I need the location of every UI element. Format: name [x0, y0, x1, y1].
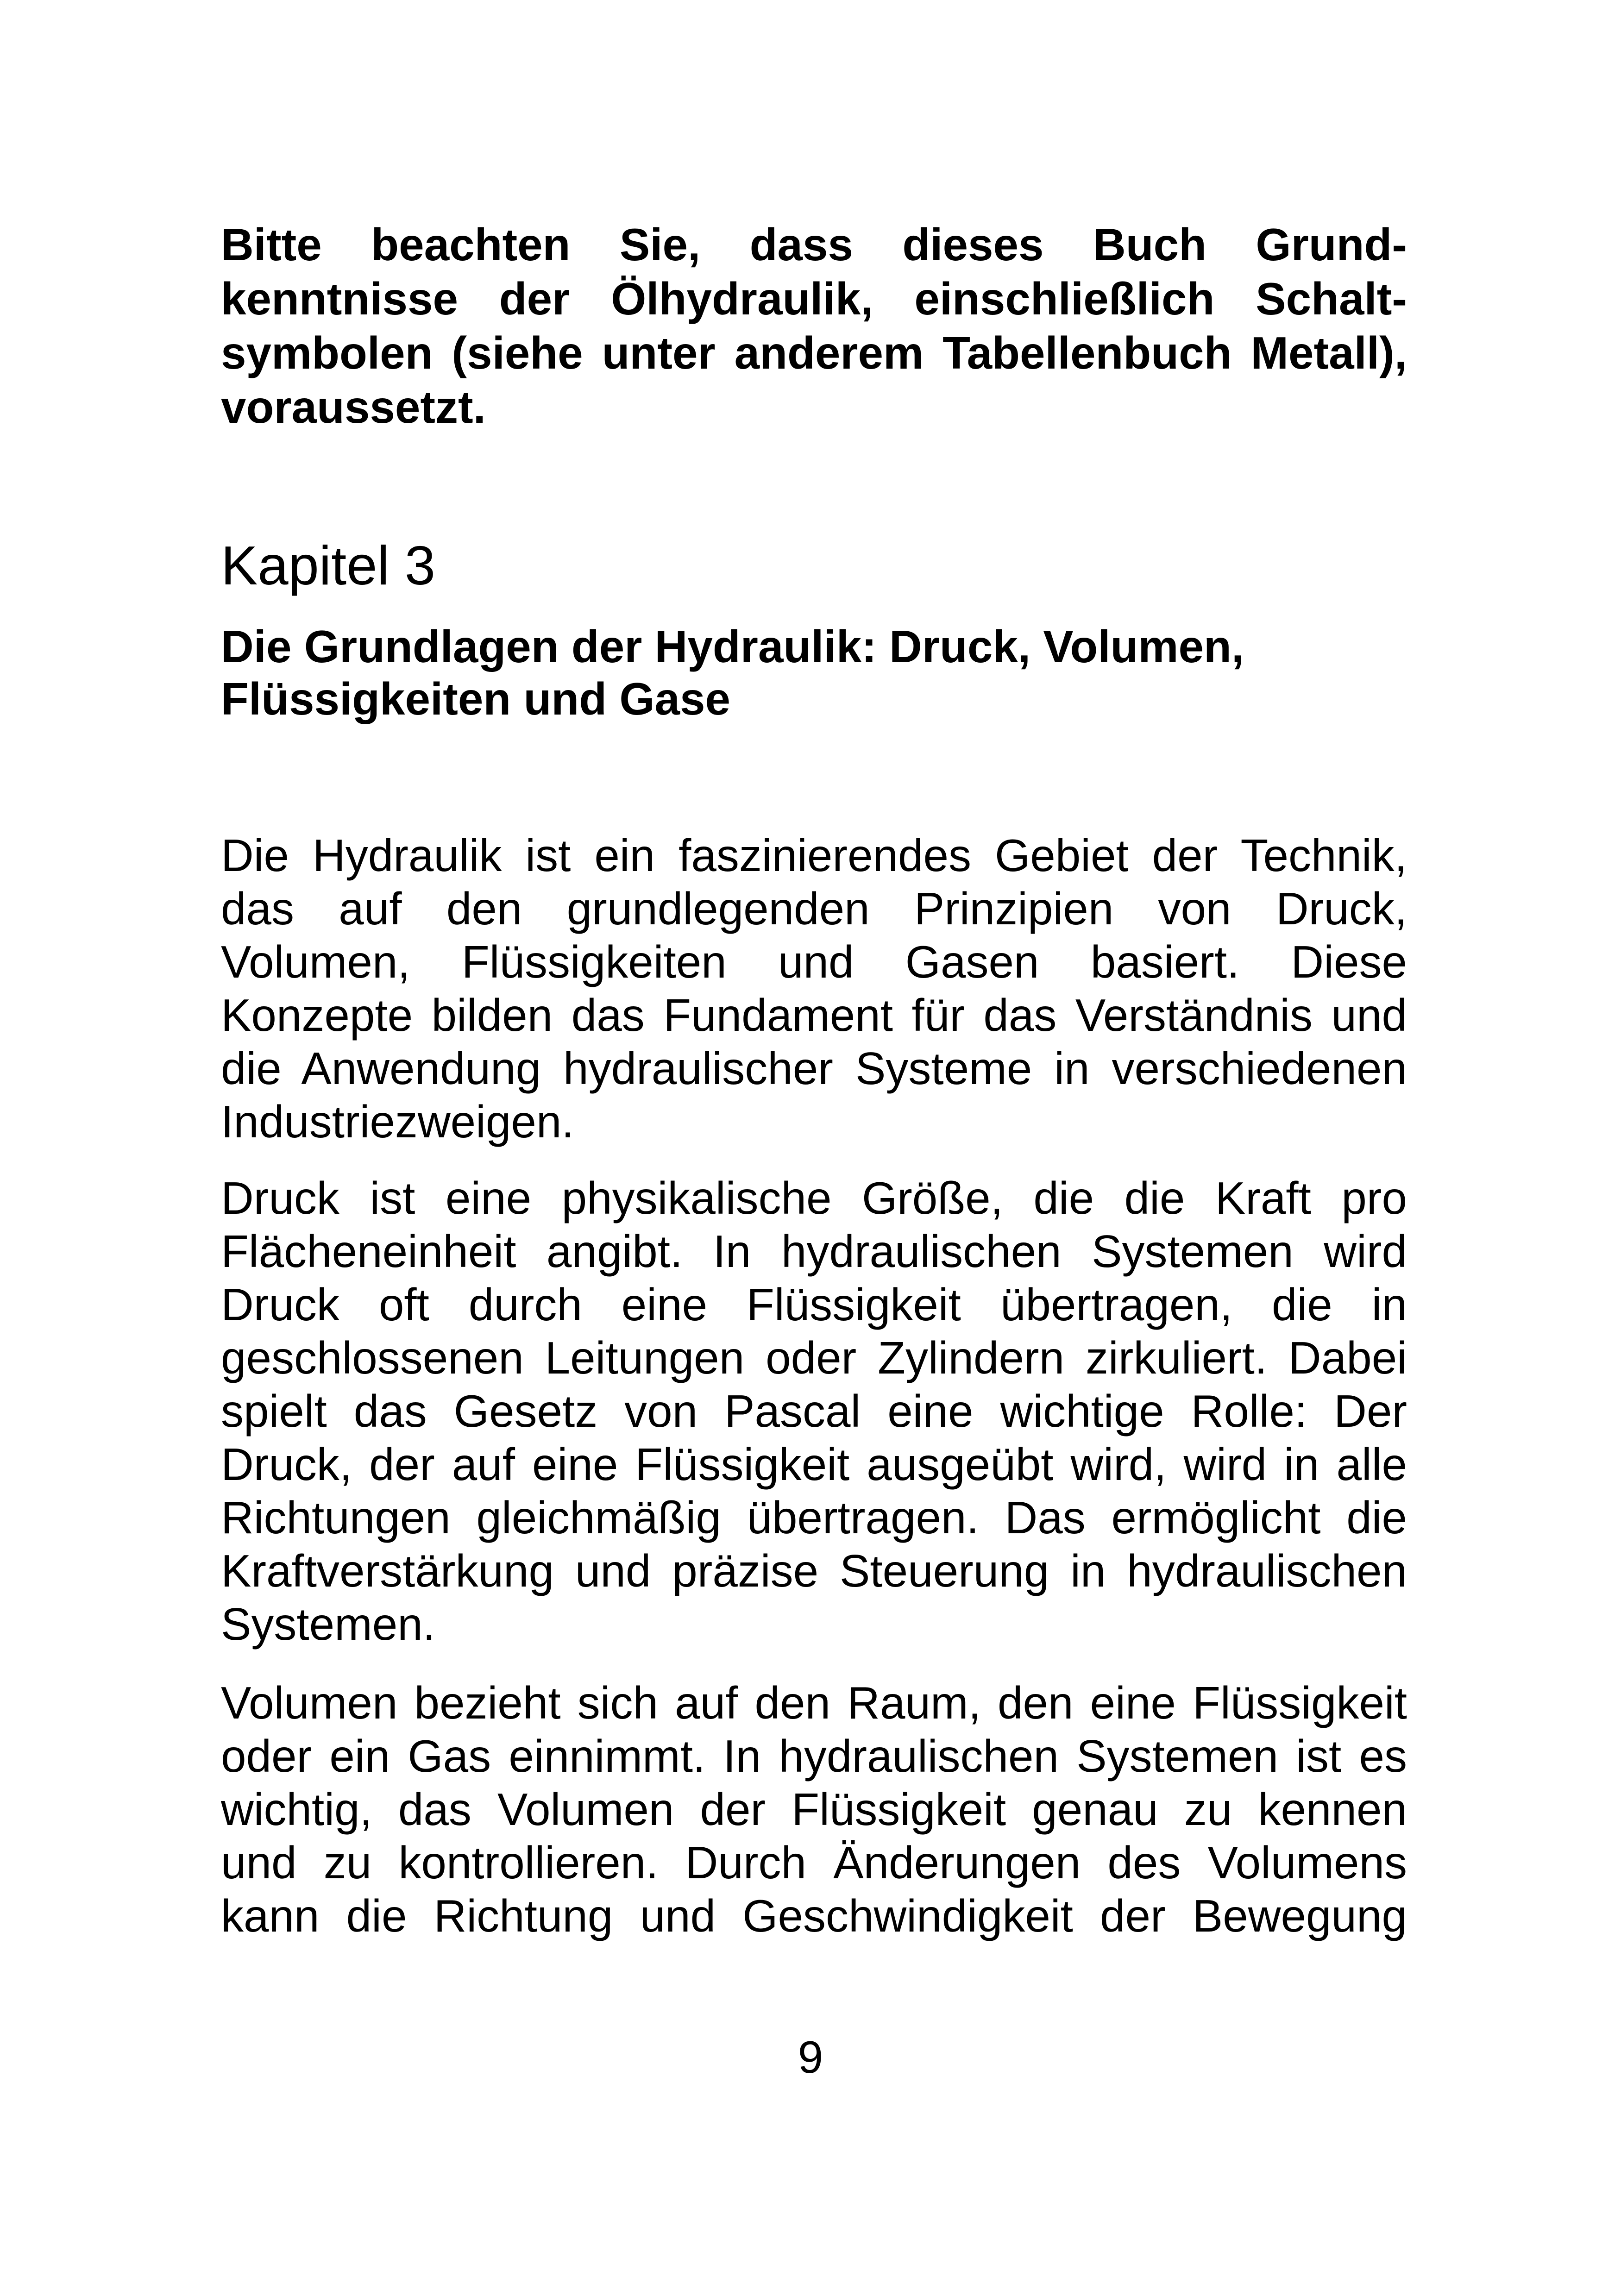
paragraph-line: Systemen. — [221, 1599, 435, 1650]
notice-line: symbolen (siehe unter anderem Tabellenbuch Metall), — [221, 327, 1407, 378]
paragraph-line: Die Hydraulik ist ein faszinierendes Gebiet der Technik, — [221, 830, 1407, 881]
paragraph-line: wichtig, das Volumen der Flüssigkeit genau zu kennen — [221, 1784, 1407, 1835]
paragraph-line: kann die Richtung und Geschwindigkeit der Bewegung — [221, 1890, 1407, 1941]
paragraph-line: Richtungen gleichmäßig übertragen. Das ermöglicht die — [221, 1492, 1407, 1543]
chapter-label: Kapitel 3 — [221, 535, 436, 596]
paragraph-line: die Anwendung hydraulischer Systeme in verschiedenen — [221, 1043, 1407, 1094]
paragraph-line: und zu kontrollieren. Durch Änderungen des Volumens — [221, 1837, 1407, 1888]
paragraph-line: Druck ist eine physikalische Größe, die die Kraft pro — [221, 1173, 1407, 1223]
paragraph-line: spielt das Gesetz von Pascal eine wichtige Rolle: Der — [221, 1386, 1407, 1437]
paragraph-line: Flächeneinheit angibt. In hydraulischen Systemen wird — [221, 1226, 1407, 1277]
paragraph-line: Druck, der auf eine Flüssigkeit ausgeübt wird, wird in alle — [221, 1439, 1407, 1490]
paragraph-line: Konzepte bilden das Fundament für das Verständnis und — [221, 990, 1407, 1041]
notice-line: kenntnisse der Ölhydraulik, einschließlich Schalt- — [221, 273, 1407, 324]
paragraph-line: Volumen, Flüssigkeiten und Gasen basiert. Diese — [221, 936, 1407, 987]
paragraph-line: Druck oft durch eine Flüssigkeit übertragen, die in — [221, 1279, 1407, 1330]
body-paragraph — [221, 829, 1407, 1148]
paragraph-line: geschlossenen Leitungen oder Zylindern zirkuliert. Dabei — [221, 1332, 1407, 1383]
body-paragraph — [221, 1172, 1407, 1651]
paragraph-line: Volumen bezieht sich auf den Raum, den eine Flüssigkeit — [221, 1677, 1407, 1728]
paragraph-line: Industriezweigen. — [221, 1096, 574, 1147]
paragraph-line: das auf den grundlegenden Prinzipien von Druck, — [221, 883, 1407, 934]
paragraph-line: Kraftverstärkung und präzise Steuerung in hydraulischen — [221, 1545, 1407, 1596]
notice-line: Bitte beachten Sie, dass dieses Buch Grund- — [221, 219, 1407, 270]
notice-line: voraussetzt. — [221, 382, 486, 433]
chapter-title-line: Die Grundlagen der Hydraulik: Druck, Volumen, — [221, 621, 1244, 672]
page-number: 9 — [798, 2032, 823, 2083]
prerequisite-notice — [221, 218, 1407, 434]
chapter-title-line: Flüssigkeiten und Gase — [221, 673, 731, 724]
paragraph-line: oder ein Gas einnimmt. In hydraulischen Systemen ist es — [221, 1731, 1407, 1782]
chapter-title — [221, 621, 1407, 725]
body-paragraph — [221, 1676, 1407, 1943]
